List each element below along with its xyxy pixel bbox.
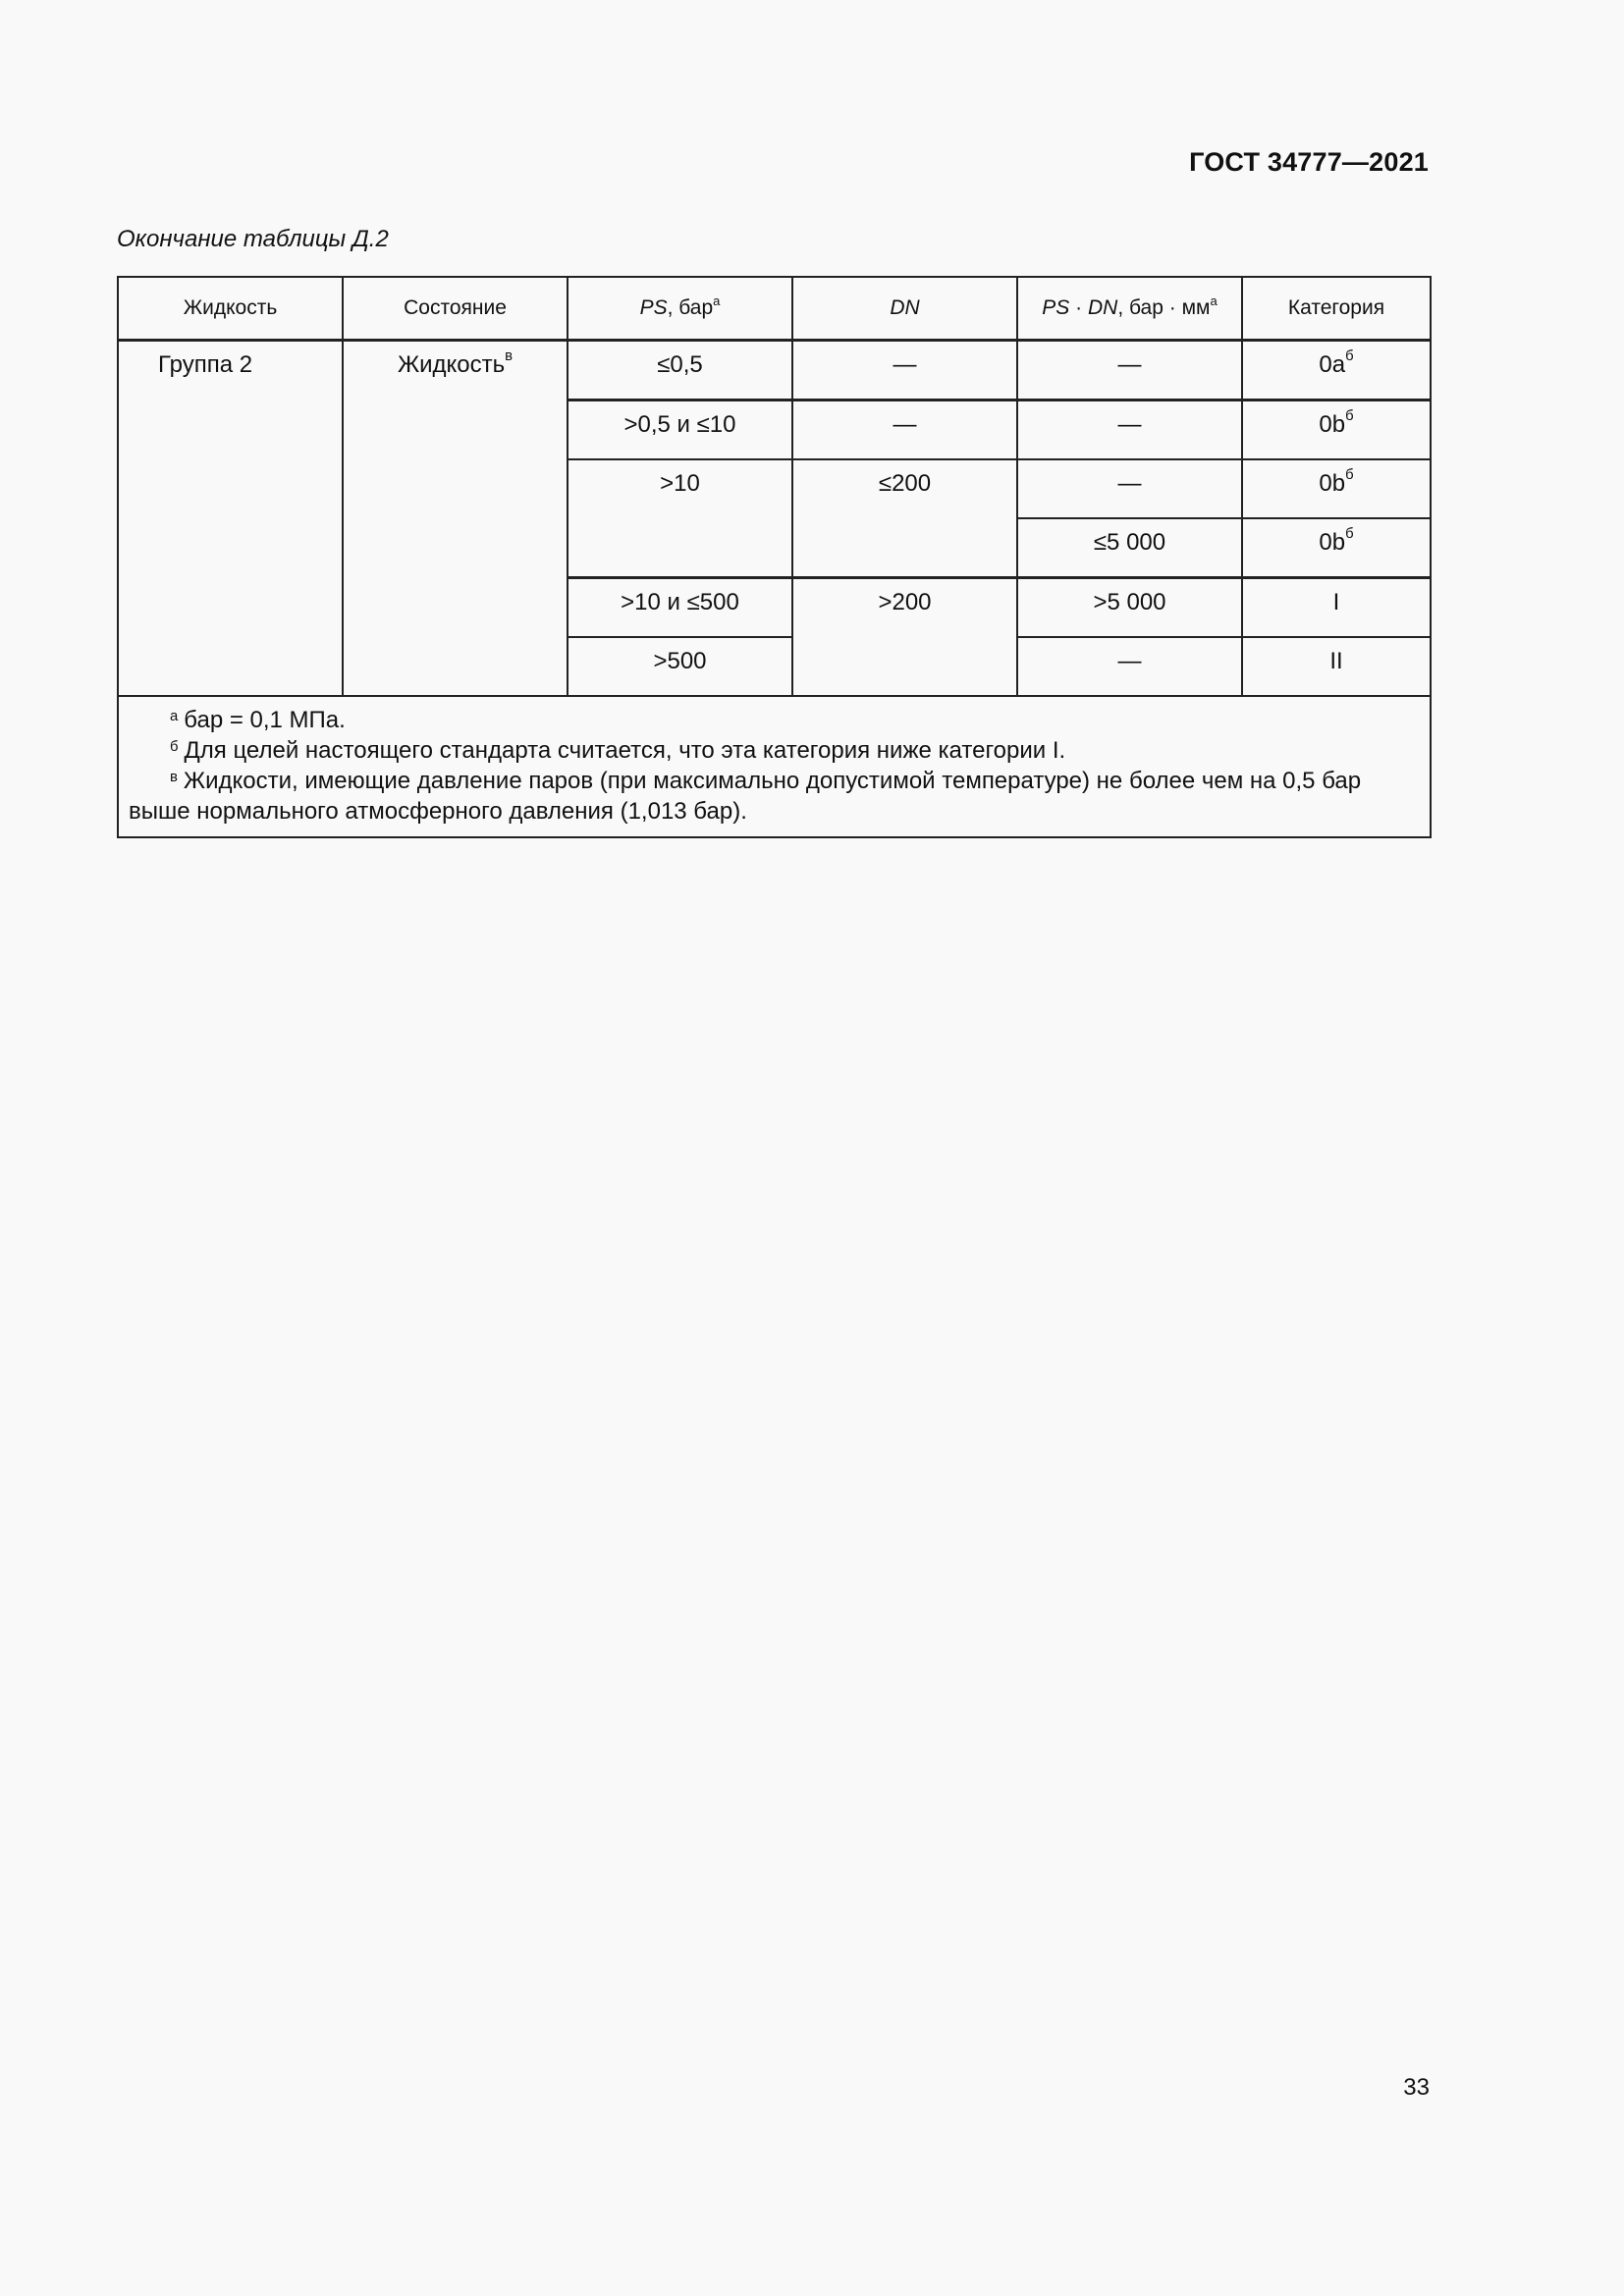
category-cell: II [1242, 637, 1431, 696]
ps-cell: >0,5 и ≤10 [568, 400, 792, 460]
column-header-dn: DN [792, 277, 1017, 341]
table-row [118, 341, 1431, 400]
ps-dn-cell: ≤5 000 [1017, 518, 1242, 578]
ps-dn-cell: — [1017, 637, 1242, 696]
ps-cell: ≤0,5 [568, 341, 792, 400]
category-cell: $0b^б$ [1242, 459, 1431, 518]
category-cell: I [1242, 578, 1431, 638]
dn-cell: ≤200 [792, 459, 1017, 578]
ps-dn-cell: — [1017, 400, 1242, 460]
table-header-row [118, 277, 1431, 341]
category-cell: $0b^б$ [1242, 518, 1431, 578]
footnote: $^а$ бар = 0,1 МПа. [170, 707, 346, 733]
table-notes [118, 696, 1431, 837]
ps-dn-cell: >5 000 [1017, 578, 1242, 638]
ps-dn-cell: — [1017, 341, 1242, 400]
category-table [117, 276, 1432, 838]
footnote: $^б$ Для целей настоящего стандарта считается, что эта категория ниже категории I. [170, 737, 1066, 764]
column-header-state: Состояние [343, 277, 568, 341]
ps-cell: >500 [568, 637, 792, 696]
ps-cell: >10 [568, 459, 792, 578]
fluid-group-cell: Группа 2 [118, 341, 343, 697]
document-code: ГОСТ 34777—2021 [1189, 147, 1429, 177]
table-notes-row [118, 696, 1431, 837]
page-number: 33 [1403, 2074, 1430, 2101]
dn-cell: >200 [792, 578, 1017, 697]
column-header-ps-dn: PS · DN, бар · $мм^а$ [1017, 277, 1242, 341]
state-cell: Жидкость$^в$ [343, 341, 568, 697]
category-cell: $0b^б$ [1242, 400, 1431, 460]
column-header-ps: PS, бар$^а$ [568, 277, 792, 341]
category-cell: $0a^б$ [1242, 341, 1431, 400]
dn-cell: — [792, 341, 1017, 400]
column-header-category: Категория [1242, 277, 1431, 341]
ps-cell: >10 и ≤500 [568, 578, 792, 638]
footnote: $^в$ Жидкости, имеющие давление паров (при максимально допустимой температуре) не более чем на 0,5 бар выше нормального атмосферного давления (1,013 бар). [129, 768, 1362, 825]
table-caption: Окончание таблицы Д.2 [117, 226, 389, 252]
column-header-fluid: Жидкость [118, 277, 343, 341]
dn-cell: — [792, 400, 1017, 460]
ps-dn-cell: — [1017, 459, 1242, 518]
